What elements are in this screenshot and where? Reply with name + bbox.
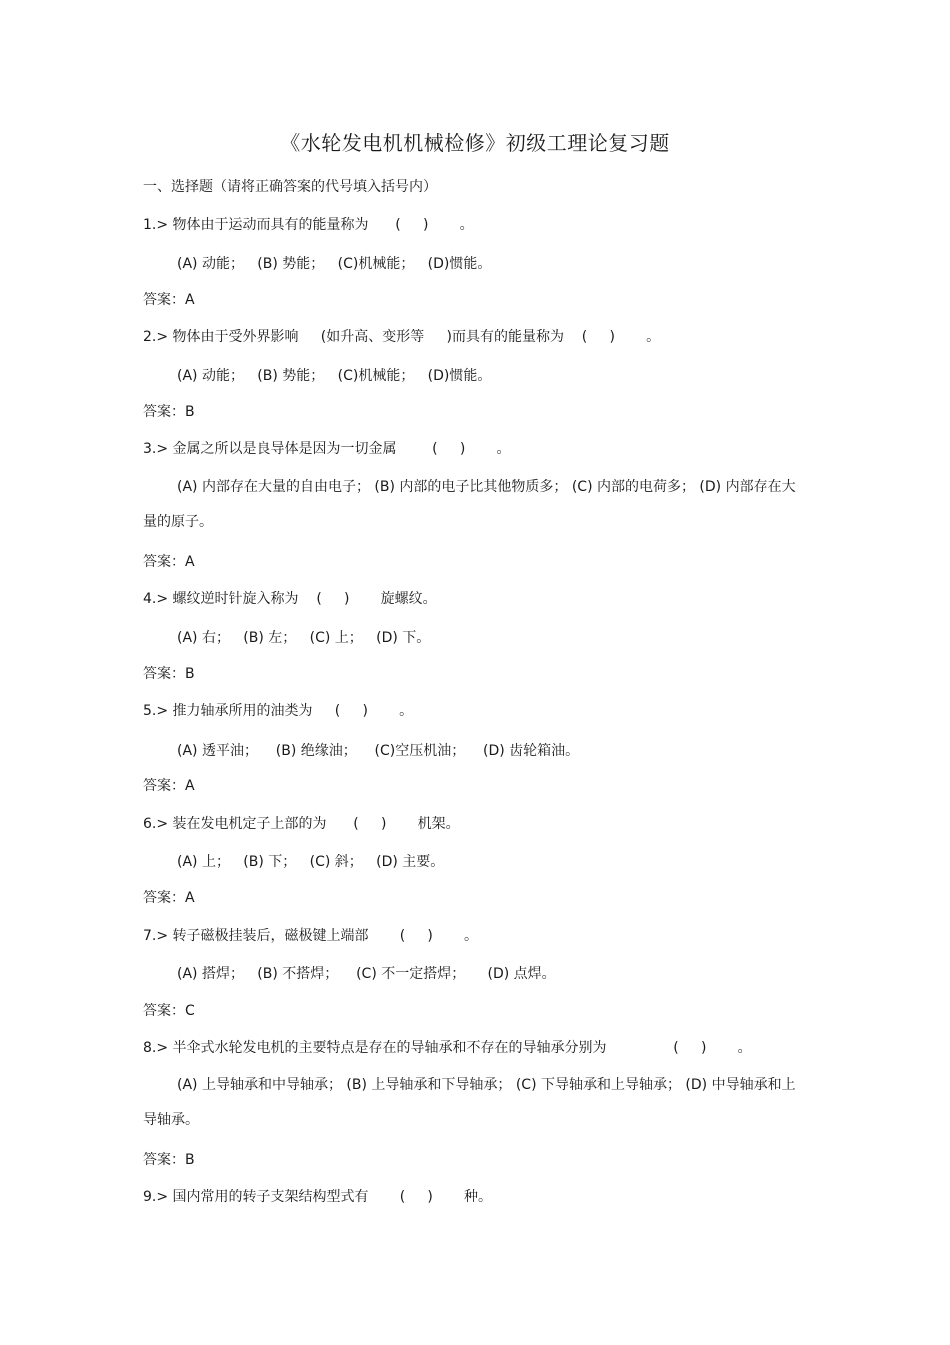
section-heading: 一、选择题（请将正确答案的代号填入括号内）	[143, 179, 437, 195]
question-3-answer	[143, 551, 195, 571]
answer-value: A	[185, 554, 195, 570]
answer-label: 答案：	[143, 404, 185, 420]
question-1-options: (A) 动能； (B) 势能； (C)机械能； (D)惯能。	[177, 256, 492, 272]
answer-label: 答案：	[143, 778, 185, 794]
question-8-options: (A) 上导轴承和中导轴承； (B) 上导轴承和下导轴承； (C) 下导轴承和上导轴承； (D) 中导轴承和上导轴承。	[143, 1077, 796, 1128]
answer-value: B	[185, 666, 195, 682]
answer-value: C	[185, 1003, 195, 1019]
question-3: 3.> 金属之所以是良导体是因为一切金属 ( ) 。	[143, 441, 511, 457]
question-7-answer	[143, 1000, 195, 1020]
question-2-options: (A) 动能； (B) 势能； (C)机械能； (D)惯能。	[177, 368, 492, 384]
question-2-answer	[143, 401, 195, 421]
answer-value: A	[185, 292, 195, 308]
answer-label: 答案：	[143, 1003, 185, 1019]
question-2: 2.> 物体由于受外界影响 (如升高、变形等 )而具有的能量称为 ( ) 。	[143, 329, 661, 345]
question-4: 4.> 螺纹逆时针旋入称为 ( ) 旋螺纹。	[143, 591, 437, 607]
question-8: 8.> 半伞式水轮发电机的主要特点是存在的导轴承和不存在的导轴承分别为 ( ) 。	[143, 1040, 752, 1056]
question-4-options: (A) 右； (B) 左； (C) 上； (D) 下。	[177, 630, 431, 646]
answer-value: A	[185, 778, 195, 794]
question-8-answer	[143, 1149, 195, 1169]
question-5: 5.> 推力轴承所用的油类为 ( ) 。	[143, 703, 414, 719]
answer-value: B	[185, 404, 195, 420]
answer-value: A	[185, 890, 195, 906]
question-6-answer	[143, 887, 195, 907]
question-7-options: (A) 搭焊； (B) 不搭焊； (C) 不一定搭焊； (D) 点焊。	[177, 966, 556, 982]
question-1: 1.> 物体由于运动而具有的能量称为 ( ) 。	[143, 217, 474, 233]
answer-label: 答案：	[143, 554, 185, 570]
question-5-answer	[143, 775, 195, 795]
answer-label: 答案：	[143, 1152, 185, 1168]
question-5-options: (A) 透平油； (B) 绝缘油； (C)空压机油； (D) 齿轮箱油。	[177, 743, 580, 759]
answer-value: B	[185, 1152, 195, 1168]
question-9: 9.> 国内常用的转子支架结构型式有 ( ) 种。	[143, 1189, 493, 1205]
question-3-options: (A) 内部存在大量的自由电子； (B) 内部的电子比其他物质多； (C) 内部的电荷多； (D) 内部存在大量的原子。	[143, 479, 796, 530]
answer-label: 答案：	[143, 666, 185, 682]
question-7: 7.> 转子磁极挂装后，磁极键上端部 ( ) 。	[143, 928, 479, 944]
question-6: 6.> 装在发电机定子上部的为 ( ) 机架。	[143, 816, 460, 832]
question-1-answer	[143, 289, 195, 309]
answer-label: 答案：	[143, 292, 185, 308]
answer-label: 答案：	[143, 890, 185, 906]
question-4-answer	[143, 663, 195, 683]
document-title: 《水轮发电机机械检修》初级工理论复习题	[280, 131, 670, 155]
question-6-options: (A) 上； (B) 下； (C) 斜； (D) 主要。	[177, 854, 445, 870]
